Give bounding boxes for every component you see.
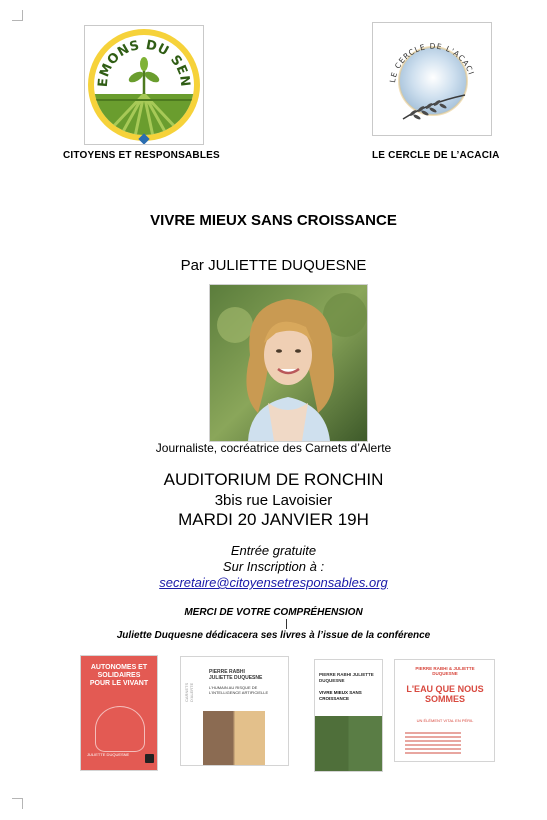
page-corner-mark-top <box>12 10 23 21</box>
organizer-right-label: LE CERCLE DE L’ACACIA <box>372 150 500 161</box>
thanks-note: MERCI DE VOTRE COMPRÉHENSION <box>184 607 363 618</box>
event-datetime: MARDI 20 JANVIER 19H <box>178 510 369 529</box>
publisher-logo <box>145 754 154 763</box>
speaker-photo <box>209 284 368 442</box>
registration-info: Sur Inscription à : <box>222 559 325 574</box>
address: 3bis rue Lavoisier <box>214 492 333 509</box>
book-series: CARNETS D'ALERTE <box>184 682 194 702</box>
book-photo <box>203 711 265 765</box>
book-authors: PIERRE RABHI JULIETTE DUQUESNE <box>319 672 374 683</box>
speaker-line: Par JULIETTE DUQUESNE <box>180 257 367 274</box>
book-title: L'HUMAIN AU RISQUE DE L'INTELLIGENCE ARTIFICIELLE <box>209 685 269 695</box>
book-cover-eau <box>395 660 494 761</box>
book-title: L'EAU QUE NOUS SOMMES <box>406 684 484 704</box>
page-corner-mark-bottom <box>12 798 23 809</box>
svg-text:LE CERCLE DE L'ACACIA: LE CERCLE DE L'ACACI <box>388 41 476 84</box>
book-subtitle: UN ÉLÉMENT VITAL EN PÉRIL <box>416 718 474 723</box>
book-cover-autonomes <box>81 656 157 770</box>
text-cursor <box>286 619 287 629</box>
book-title: AUTONOMES ET SOLIDAIRES POUR LE VIVANT <box>89 664 149 687</box>
book-illustration <box>405 730 461 754</box>
organizer-left-label: CITOYENS ET RESPONSABLES <box>63 150 220 161</box>
book-authors: PIERRE RABHI & JULIETTE DUQUESNE <box>415 666 475 676</box>
event-title: VIVRE MIEUX SANS CROISSANCE <box>150 212 397 229</box>
book-signing-note: Juliette Duquesne dédicacera ses livres à l’issue de la conférence <box>116 630 431 641</box>
registration-email-link[interactable]: secretaire@citoyensetresponsables.org <box>159 575 388 590</box>
book-cover-humain-ia <box>181 657 288 765</box>
book-illustration <box>95 706 145 752</box>
semons-du-sens-logo <box>84 25 204 145</box>
speaker-bio: Journaliste, cocréatrice des Carnets d’Alerte <box>155 441 392 455</box>
book-title: VIVRE MIEUX SANS CROISSANCE <box>319 690 362 701</box>
book-author: JULIETTE DUQUESNE <box>87 752 130 757</box>
book-cover-vivre-mieux <box>315 660 382 771</box>
entry-info: Entrée gratuite <box>230 543 317 558</box>
book-authors: PIERRE RABHI JULIETTE DUQUESNE <box>209 669 263 681</box>
venue: AUDITORIUM DE RONCHIN <box>163 470 384 489</box>
svg-text:SEMONS DU SENS: EMONS DU SEN <box>95 37 193 88</box>
book-photo <box>315 716 382 771</box>
cercle-acacia-logo <box>372 22 492 136</box>
